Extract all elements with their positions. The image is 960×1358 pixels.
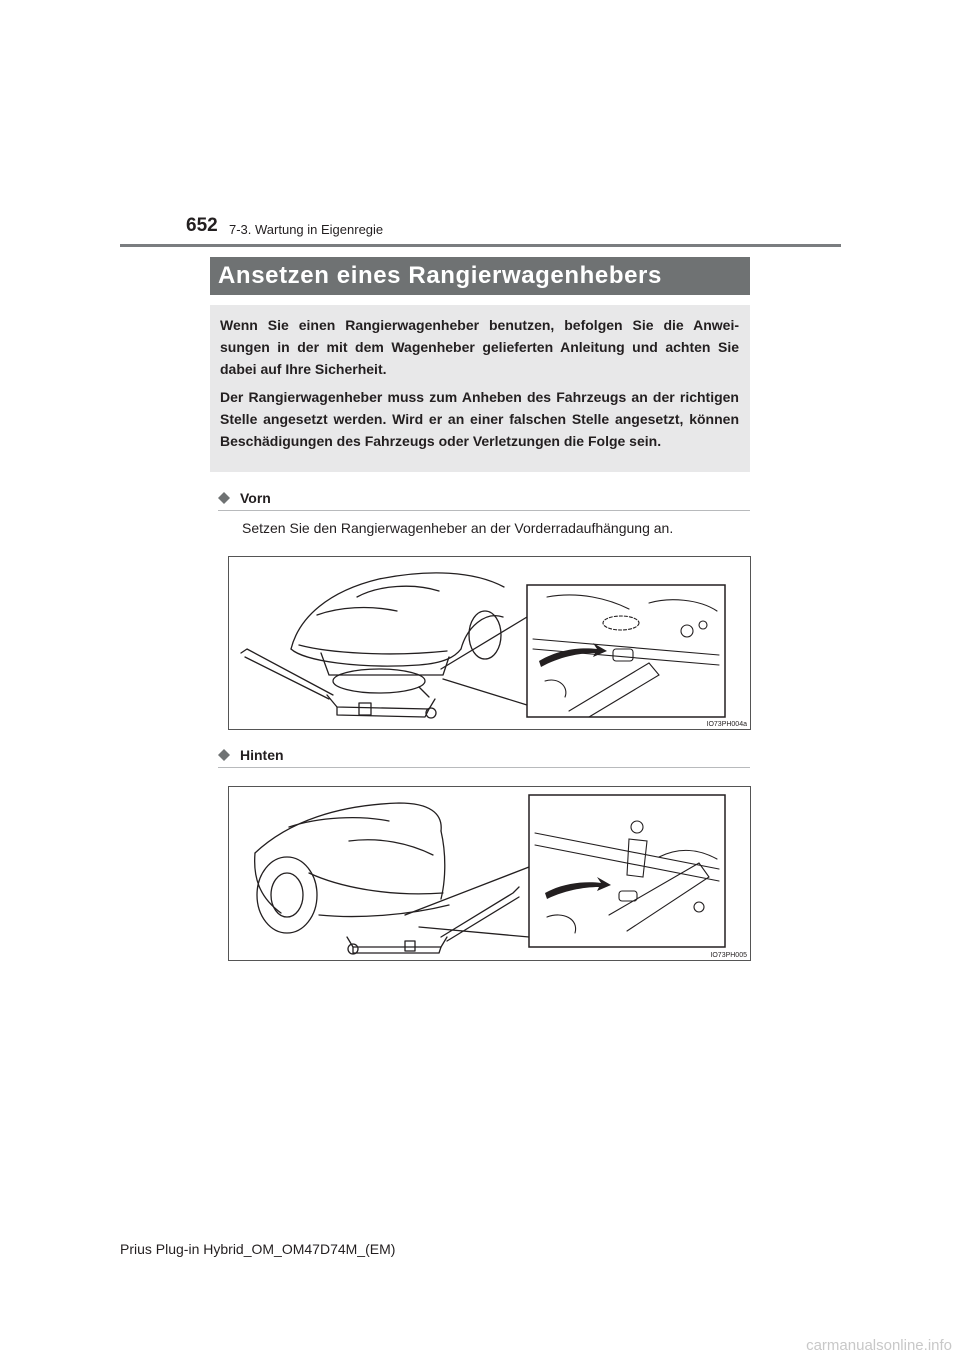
front-jack-illustration — [229, 557, 750, 729]
footer: Prius Plug-in Hybrid_OM_OM47D74M_(EM) — [120, 1241, 396, 1257]
title-bar — [210, 257, 750, 295]
page-title: Ansetzen eines Rangierwagenhebers — [218, 262, 662, 289]
figure-rear-jack — [228, 786, 751, 961]
diamond-icon — [218, 749, 230, 761]
sub-heading-rear — [218, 747, 750, 768]
header-rule — [120, 244, 841, 247]
figure-code: IO73PH004a — [706, 721, 747, 728]
section-reference: 7-3. Wartung in Eigenregie — [229, 222, 384, 237]
figure-front-jack — [228, 556, 751, 730]
diamond-icon — [218, 492, 230, 504]
watermark: carmanualsonline.info — [806, 1337, 952, 1354]
rear-jack-illustration — [229, 787, 750, 960]
intro-paragraph-1: Wenn Sie einen Rangierwagenheber benutzen, befolgen Sie die Anwei-sungen in der mit dem Wagenheber gelieferten Anleitung und achten Sie dabei auf Ihre Sicherheit. — [220, 317, 739, 377]
page-number: 652 — [186, 215, 218, 236]
front-instruction: Setzen Sie den Rangierwagenheber an der Vorderradaufhängung an. — [242, 520, 674, 536]
sub-heading-front — [218, 490, 750, 511]
intro-box — [210, 305, 750, 472]
intro-paragraph-2: Der Rangierwagenheber muss zum Anheben des Fahrzeugs an der richtigen Stelle angesetzt werden. Wird er an einer falschen Stelle angesetzt, können Beschädigungen des Fahrzeugs oder Verletzungen die Folge sein. — [220, 389, 739, 449]
sub-heading-label: Vorn — [240, 490, 271, 506]
figure-code: IO73PH005 — [710, 952, 747, 959]
sub-heading-label: Hinten — [240, 747, 284, 763]
